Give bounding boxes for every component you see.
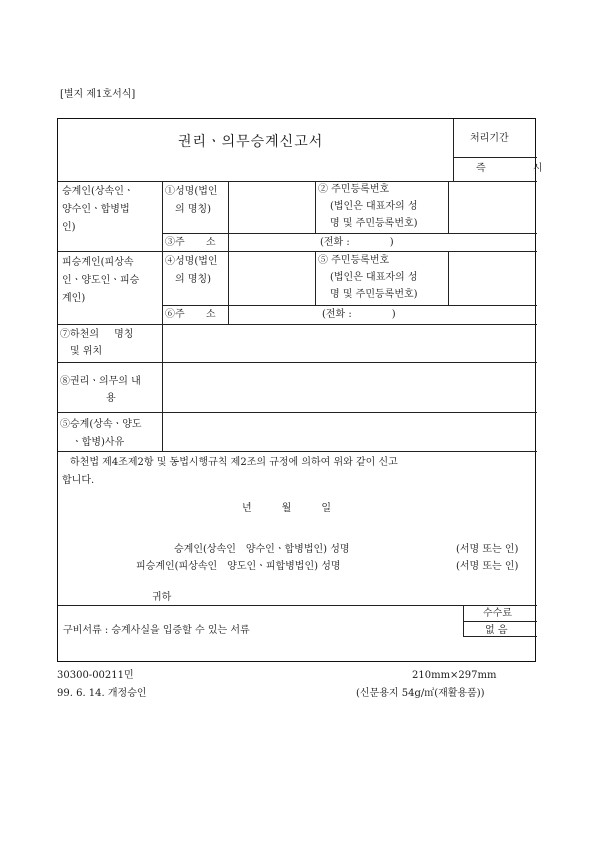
river-name-label: ⑦하천의 명칭 [60, 329, 134, 340]
required-documents: 구비서류 : 승계사실을 입증할 수 있는 서류 [63, 625, 250, 636]
processing-period-label: 처리기간 [470, 133, 509, 144]
predecessor-id-label: ⑤ 주민등록번호 [318, 255, 390, 266]
successor-signature-label: 승계인(상속인 양수인ㆍ합병법인) 성명 [174, 544, 350, 555]
successor-id-label: ② 주민등록번호 [318, 184, 390, 195]
successor-id-label: (법인은 대표자의 성 [330, 201, 418, 212]
successor-label: 인) [62, 222, 76, 233]
processing-divider [453, 157, 537, 158]
successor-signature-note[interactable]: (서명 또는 인) [456, 544, 519, 555]
revision-approval: 99. 6. 14. 개정승인 [57, 688, 147, 699]
form-number-label: [별지 제1호서식] [60, 89, 136, 100]
predecessor-name-label: ④성명(법인 [165, 256, 218, 267]
successor-label: 양수인ㆍ합병법 [62, 204, 130, 215]
successor-name-label: 의 명칭) [175, 204, 212, 215]
declaration-text: 합니다. [62, 475, 95, 486]
fee-label: 수수료 [483, 608, 512, 619]
row-line [162, 305, 537, 306]
predecessor-id-label: (법인은 대표자의 성 [330, 272, 418, 283]
successor-id-label: 명 및 주민등록번호) [330, 218, 418, 229]
successor-address-label: ③주 소 [165, 237, 216, 248]
row-line [58, 605, 537, 606]
title-divider [453, 119, 454, 181]
paper-spec: (신문용지 54g/㎡(재활용품)) [356, 688, 485, 699]
fee-bottom-line [463, 636, 537, 637]
processing-period-value: 즉 시 [476, 163, 565, 174]
predecessor-name-label: 의 명칭) [175, 274, 212, 285]
predecessor-signature-label: 피승계인(피상속인 양도인ㆍ피합병법인) 성명 [136, 561, 341, 572]
successor-address-field[interactable] [229, 234, 329, 250]
paper-size: 210mm×297mm [412, 670, 497, 681]
fee-divider [463, 621, 537, 622]
row-line [162, 233, 537, 234]
predecessor-name-field[interactable] [229, 252, 314, 304]
col-line [315, 181, 316, 233]
succession-reason-label: ⑤승계(상속ㆍ양도 [60, 419, 142, 430]
col-line [463, 605, 464, 636]
form-title: 권리ㆍ의무승계신고서 [178, 134, 324, 150]
rights-content-label: 용 [106, 393, 116, 404]
predecessor-label: 계인) [62, 293, 86, 304]
fee-value: 없 음 [485, 625, 508, 636]
form-code: 30300-00211민 [57, 670, 134, 681]
col-line [315, 251, 316, 305]
predecessor-signature-note[interactable]: (서명 또는 인) [456, 561, 519, 572]
successor-id-field[interactable] [449, 182, 536, 232]
rights-content-label: ⑧권리ㆍ의무의 내 [60, 376, 141, 387]
succession-reason-label: ㆍ합병)사유 [72, 437, 125, 448]
river-name-label: 및 위치 [70, 346, 103, 357]
predecessor-id-label: 명 및 주민등록번호) [330, 289, 418, 300]
succession-reason-field[interactable] [163, 413, 536, 450]
row-line [58, 451, 537, 452]
predecessor-phone[interactable]: (전화 : ) [322, 309, 396, 320]
predecessor-address-field[interactable] [229, 306, 329, 323]
declaration-form [57, 118, 565, 662]
predecessor-id-field[interactable] [449, 252, 536, 304]
declaration-date[interactable]: 년 월 일 [242, 503, 331, 514]
predecessor-label: 피승계인(피상속 [62, 257, 134, 268]
predecessor-address-label: ⑥주 소 [165, 309, 216, 320]
declaration-text: 하천법 제4조제2항 및 동법시행규칙 제2조의 규정에 의하여 위와 같이 신고 [70, 457, 398, 468]
addressee: 귀하 [152, 592, 172, 603]
predecessor-label: 인ㆍ양도인ㆍ피승 [62, 275, 140, 286]
successor-name-label: ①성명(법인 [165, 186, 218, 197]
successor-label: 승계인(상속인ㆍ [62, 186, 134, 197]
successor-name-field[interactable] [229, 182, 314, 232]
river-name-field[interactable] [163, 325, 536, 361]
rights-content-field[interactable] [163, 363, 536, 411]
successor-phone[interactable]: (전화 : ) [320, 237, 394, 248]
